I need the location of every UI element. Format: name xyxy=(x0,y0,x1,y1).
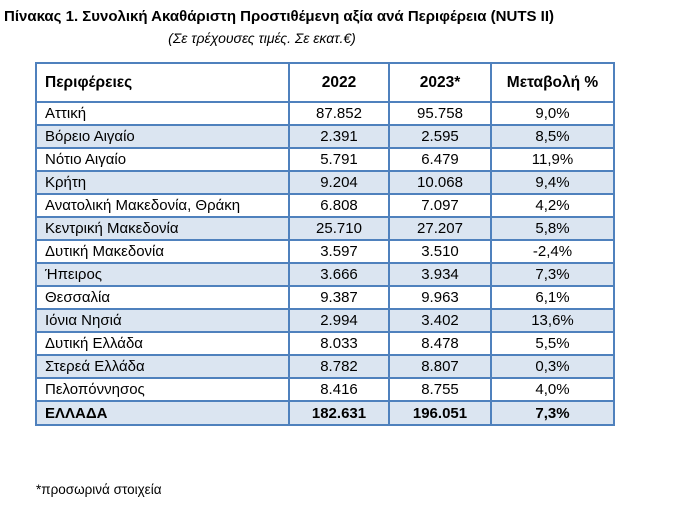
region-cell: Βόρειο Αιγαίο xyxy=(36,125,289,148)
table-subtitle: (Σε τρέχουσες τιμές. Σε εκατ.€) xyxy=(168,30,356,46)
region-cell: Θεσσαλία xyxy=(36,286,289,309)
region-cell: Ανατολική Μακεδονία, Θράκη xyxy=(36,194,289,217)
change-cell: 8,5% xyxy=(491,125,614,148)
table-title: Πίνακας 1. Συνολική Ακαθάριστη Προστιθέμενη αξία ανά Περιφέρεια (NUTS II) xyxy=(4,8,554,25)
y2022-cell: 3.597 xyxy=(289,240,389,263)
header-change: Μεταβολή % xyxy=(491,63,614,102)
y2023-cell: 3.934 xyxy=(389,263,491,286)
change-cell: 9,4% xyxy=(491,171,614,194)
footnote: *προσωρινά στοιχεία xyxy=(36,482,162,497)
y2022-cell: 6.808 xyxy=(289,194,389,217)
table-row xyxy=(36,194,614,217)
y2022-cell: 2.391 xyxy=(289,125,389,148)
table-body xyxy=(36,102,614,401)
y2023-cell: 10.068 xyxy=(389,171,491,194)
change-cell: 13,6% xyxy=(491,309,614,332)
header-row xyxy=(36,63,614,102)
total-2022-cell: 182.631 xyxy=(289,401,389,425)
region-cell: Κρήτη xyxy=(36,171,289,194)
region-cell: Κεντρική Μακεδονία xyxy=(36,217,289,240)
region-cell: Πελοπόννησος xyxy=(36,378,289,401)
region-cell: Δυτική Μακεδονία xyxy=(36,240,289,263)
region-cell: Ιόνια Νησιά xyxy=(36,309,289,332)
y2022-cell: 8.782 xyxy=(289,355,389,378)
change-cell: 5,5% xyxy=(491,332,614,355)
table-row xyxy=(36,217,614,240)
y2023-cell: 27.207 xyxy=(389,217,491,240)
y2022-cell: 25.710 xyxy=(289,217,389,240)
total-row xyxy=(36,401,614,425)
y2023-cell: 3.402 xyxy=(389,309,491,332)
total-2023-cell: 196.051 xyxy=(389,401,491,425)
y2022-cell: 8.033 xyxy=(289,332,389,355)
change-cell: 0,3% xyxy=(491,355,614,378)
y2023-cell: 95.758 xyxy=(389,102,491,125)
total-region-cell: ΕΛΛΑΔΑ xyxy=(36,401,289,425)
region-cell: Αττική xyxy=(36,102,289,125)
header-regions: Περιφέρειες xyxy=(36,63,289,102)
change-cell: 4,0% xyxy=(491,378,614,401)
change-cell: 4,2% xyxy=(491,194,614,217)
y2023-cell: 2.595 xyxy=(389,125,491,148)
change-cell: 5,8% xyxy=(491,217,614,240)
region-cell: Δυτική Ελλάδα xyxy=(36,332,289,355)
table-row xyxy=(36,332,614,355)
table-row xyxy=(36,378,614,401)
y2023-cell: 8.478 xyxy=(389,332,491,355)
table-row xyxy=(36,309,614,332)
header-2022: 2022 xyxy=(289,63,389,102)
change-cell: 11,9% xyxy=(491,148,614,171)
change-cell: 7,3% xyxy=(491,263,614,286)
y2022-cell: 2.994 xyxy=(289,309,389,332)
y2023-cell: 6.479 xyxy=(389,148,491,171)
y2022-cell: 9.204 xyxy=(289,171,389,194)
y2023-cell: 8.755 xyxy=(389,378,491,401)
y2022-cell: 8.416 xyxy=(289,378,389,401)
table-row xyxy=(36,125,614,148)
y2023-cell: 9.963 xyxy=(389,286,491,309)
y2022-cell: 9.387 xyxy=(289,286,389,309)
region-cell: Νότιο Αιγαίο xyxy=(36,148,289,171)
table-row xyxy=(36,240,614,263)
change-cell: 6,1% xyxy=(491,286,614,309)
gva-table xyxy=(35,62,615,426)
table-row xyxy=(36,171,614,194)
y2022-cell: 5.791 xyxy=(289,148,389,171)
table-row xyxy=(36,355,614,378)
region-cell: Στερεά Ελλάδα xyxy=(36,355,289,378)
y2022-cell: 87.852 xyxy=(289,102,389,125)
table-footer xyxy=(36,401,614,425)
region-cell: Ήπειρος xyxy=(36,263,289,286)
y2023-cell: 8.807 xyxy=(389,355,491,378)
table-row xyxy=(36,102,614,125)
change-cell: -2,4% xyxy=(491,240,614,263)
change-cell: 9,0% xyxy=(491,102,614,125)
y2023-cell: 7.097 xyxy=(389,194,491,217)
title-block xyxy=(4,8,554,46)
total-change-cell: 7,3% xyxy=(491,401,614,425)
y2022-cell: 3.666 xyxy=(289,263,389,286)
table-row xyxy=(36,263,614,286)
table-row xyxy=(36,148,614,171)
header-2023: 2023* xyxy=(389,63,491,102)
table-row xyxy=(36,286,614,309)
y2023-cell: 3.510 xyxy=(389,240,491,263)
table-header xyxy=(36,63,614,102)
